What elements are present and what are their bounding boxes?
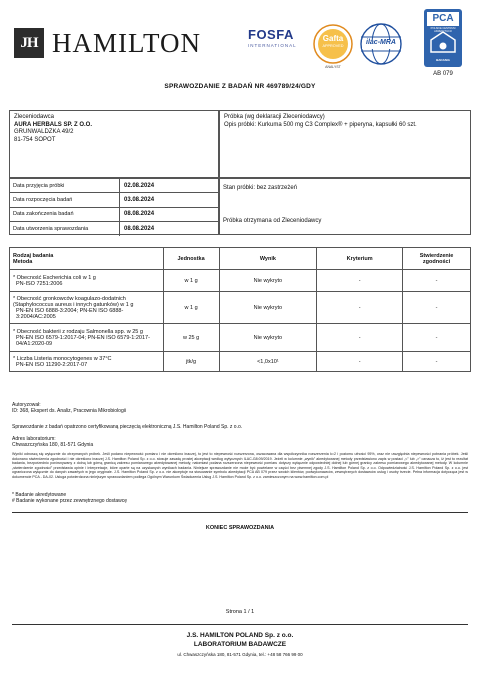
date-value: 02.08.2024	[124, 182, 155, 189]
unit-cell: w 25 g	[163, 324, 219, 352]
criterion-cell: -	[317, 292, 403, 324]
footer-company: J.S. HAMILTON POLAND Sp. z o.o.	[186, 632, 294, 639]
authorized-block	[12, 402, 126, 414]
footnotes	[12, 492, 127, 504]
date-label: Data utworzenia sprawozdania	[10, 222, 120, 236]
gafta-logo-bottom: ANALYST	[325, 65, 341, 69]
client-box	[9, 110, 219, 178]
compliance-cell: -	[403, 270, 471, 292]
lab-address-label: Adres laboratorium:	[12, 436, 56, 442]
test-name: * Obecność gronkowców koagulazo-dodatnich (Staphylococcus aureus i innych gatunków) w 1 g	[13, 295, 134, 308]
result-cell: Nie wykryto	[219, 324, 317, 352]
test-name: * Liczba Listeria monocytogenes w 37°C	[13, 355, 112, 362]
test-name: * Obecność Escherichia coli w 1 g	[13, 274, 96, 281]
header-compliance-line1: Stwierdzenie	[419, 252, 454, 259]
result-cell: Nie wykryto	[219, 292, 317, 324]
date-row	[10, 179, 218, 193]
test-method: PN-EN ISO 6579-1:2017-04; PN-EN ISO 6579-1:2017-04/A1:2020-09	[16, 334, 150, 347]
date-value: 03.08.2024	[124, 196, 155, 203]
table-row	[10, 270, 471, 292]
criterion-cell: -	[317, 324, 403, 352]
page-number: Strona 1 / 1	[225, 609, 255, 615]
sample-box	[219, 110, 471, 178]
test-cell	[10, 324, 164, 352]
sample-desc-label: Opis próbki:	[224, 121, 257, 128]
hamilton-logo-text: HAMILTON	[52, 28, 202, 58]
test-cell	[10, 270, 164, 292]
test-name: * Obecność bakterii z rodzaju Salmonella spp. w 25 g	[13, 328, 143, 335]
sample-heading: Próbka (wg deklaracji Zleceniodawcy)	[224, 114, 325, 120]
ilac-logo-text: ilac-MRA	[366, 39, 396, 46]
table-row	[10, 352, 471, 372]
lab-address-value: Chwaszczyńska 180, 81-571 Gdynia	[12, 442, 94, 449]
date-value: 08.08.2024	[124, 211, 155, 218]
compliance-cell: -	[403, 352, 471, 372]
end-of-report: KONIEC SPRAWOZDANIA	[205, 525, 275, 531]
results-table	[9, 247, 471, 372]
hamilton-logo-mark: JH	[14, 28, 44, 58]
footer-address: ul. Chwaszczyńska 180, 81-571 Gdynia, tel.: +48 58 766 99 00	[177, 652, 303, 657]
end-divider	[12, 512, 468, 513]
disclaimer-text: Wyniki odnoszą się wyłącznie do otrzymanych próbek. Jeśli podano niepewność pomiaru i nie określono inaczej, to jest to niepewność rozszerzona, oszacowana dla współczynnika rozszerzenia k=2 i poziomu ufności 95%, oraz nie uwzględnia niepewności pobrania próbek. Jeśli dokonano stwierdzenia zgodności i nie określono inaczej J.S. Hamilton Poland Sp. z o.o. stosuje zasadę prostej akceptacji według wytycznych ILAC-G8:09/2019. Jeżeli w kolumnie „wynik” akredytowanej metody przedstawiono zapis w postaci „<” lub „>” oznacza to, iż jest to rezultat badania, bezpośrednio porównywany z dolną lub górną granicą zakresu pomiarowego akredytowanej metody, natomiast podana rozszerzona niepewność pomiaru dotyczy wyłącznie odpowiedniej dolnej lub górnej granicy zakresu pomiarowego akredytowanej metody. W kolumnie „stwierdzenie zgodności” przedstawia opinie i interpretacje, które oparte są na uzyskanych wynikach badania. Niniejsze sprawozdanie nie może być powielane w części bez pisemnej zgody J.S. Hamilton Poland Sp. z o.o. Odpowiedzialność J.S. Hamilton Poland Sp. z o.o. jest ograniczona wyłącznie do danych zawartych w jego oryginale. J.S. Hamilton Poland Sp. z o.o. nie akceptuje na stosowanie symbolu akredytacji PCA AB 079 przez swoich klientów, podwykonawców, zewnętrznych dostawców usług i osoby trzecie. Pełna informacja dotycząca jest w dokumencie PCA - DA-02. Usługa potwierdzona niniejszym sprawozdaniem podlega Ogólnym Warunkom Świadczenia Usług J.S. Hamilton Poland Sp. z o.o. zamieszczonym na www.hamilton.com.pl	[12, 452, 468, 479]
sample-description	[224, 122, 466, 130]
pca-logo	[423, 8, 463, 68]
date-row	[10, 222, 218, 236]
test-cell	[10, 292, 164, 324]
ilac-mra-logo	[358, 22, 404, 66]
footnote-external: # Badanie wykonane przez zewnętrznego dostawcę	[12, 498, 128, 505]
client-name: AURA HERBALS SP. Z O.O.	[14, 121, 93, 128]
test-cell	[10, 352, 164, 372]
authorized-person: ID: 368, Ekspert ds. Analiz, Pracownia Mikrobiologii	[12, 408, 126, 415]
result-cell: <1,0x10¹	[219, 352, 317, 372]
lab-address-block	[12, 436, 93, 448]
pca-logo-sub3: BADANIA	[436, 58, 450, 62]
test-method: PN-ISO 7251:2006	[16, 280, 63, 287]
client-street: GRUNWALDZKA 49/2	[14, 129, 74, 135]
date-label: Data przyjęcia próbki	[10, 179, 120, 192]
unit-cell: w 1 g	[163, 270, 219, 292]
client-heading: Zleceniodawca	[14, 114, 55, 120]
pca-logo-text: PCA	[432, 13, 454, 24]
header-criterion: Kryterium	[317, 248, 403, 270]
sample-condition: Stan próbki: bez zastrzeżeń	[223, 185, 298, 191]
date-row	[10, 193, 218, 207]
date-label: Data zakończenia badań	[10, 208, 120, 221]
compliance-cell: -	[403, 324, 471, 352]
signature-note: Sprawozdanie z badań opatrzono certyfikowaną pieczęcią elektroniczną J.S. Hamilton Poland Sp. z o.o.	[12, 424, 243, 430]
fosfa-logo	[248, 27, 310, 57]
pca-accreditation-code: AB 079	[433, 71, 453, 77]
table-row	[10, 324, 471, 352]
table-row	[10, 292, 471, 324]
date-value: 08.08.2024	[124, 225, 155, 232]
test-method: PN-EN ISO 6888-3:2004; PN-EN ISO 6888-3:2004/AC:2005	[16, 307, 124, 320]
report-title: SPRAWOZDANIE Z BADAŃ NR 469789/24/GDY	[164, 83, 316, 90]
gafta-logo	[313, 24, 353, 69]
header-result: Wynik	[219, 248, 317, 270]
header-unit: Jednostka	[163, 248, 219, 270]
pca-logo-sub1: POLSKIE CENTRUM	[430, 27, 456, 30]
criterion-cell: -	[317, 270, 403, 292]
date-row	[10, 208, 218, 222]
unit-cell: jtk/g	[163, 352, 219, 372]
header-test	[10, 248, 164, 270]
gafta-logo-mid: APPROVED	[322, 44, 344, 48]
test-method: PN-EN ISO 11290-2:2017-07	[16, 361, 88, 368]
footer-lab: LABORATORIUM BADAWCZE	[193, 641, 287, 648]
authorized-label: Autoryzował:	[12, 402, 41, 408]
criterion-cell: -	[317, 352, 403, 372]
dates-box	[9, 178, 219, 235]
sample-desc-value: Kurkuma 500 mg C3 Complex® + piperyna, kapsułki 60 szt.	[257, 121, 417, 128]
results-header-row	[10, 248, 471, 270]
header-compliance	[403, 248, 471, 270]
sample-status-box	[219, 178, 471, 235]
footnote-accredited: * Badanie akredytowane	[12, 492, 67, 498]
unit-cell: w 1 g	[163, 292, 219, 324]
header-test-label: Rodzaj badania	[13, 252, 54, 259]
sample-origin: Próbka otrzymana od Zleceniodawcy	[223, 218, 322, 224]
compliance-cell: -	[403, 292, 471, 324]
header-compliance-line2: zgodności	[422, 258, 451, 265]
gafta-logo-top: Gafta	[322, 34, 344, 43]
client-city: 81-754 SOPOT	[14, 136, 56, 143]
footer-divider	[12, 624, 468, 625]
header-method-label: Metoda	[13, 258, 33, 265]
fosfa-logo-text: FOSFA	[248, 27, 294, 42]
fosfa-logo-sub: INTERNATIONAL	[248, 43, 297, 48]
date-label: Data rozpoczęcia badań	[10, 193, 120, 206]
result-cell: Nie wykryto	[219, 270, 317, 292]
pca-logo-sub2: AKREDYTACJI	[434, 30, 452, 33]
